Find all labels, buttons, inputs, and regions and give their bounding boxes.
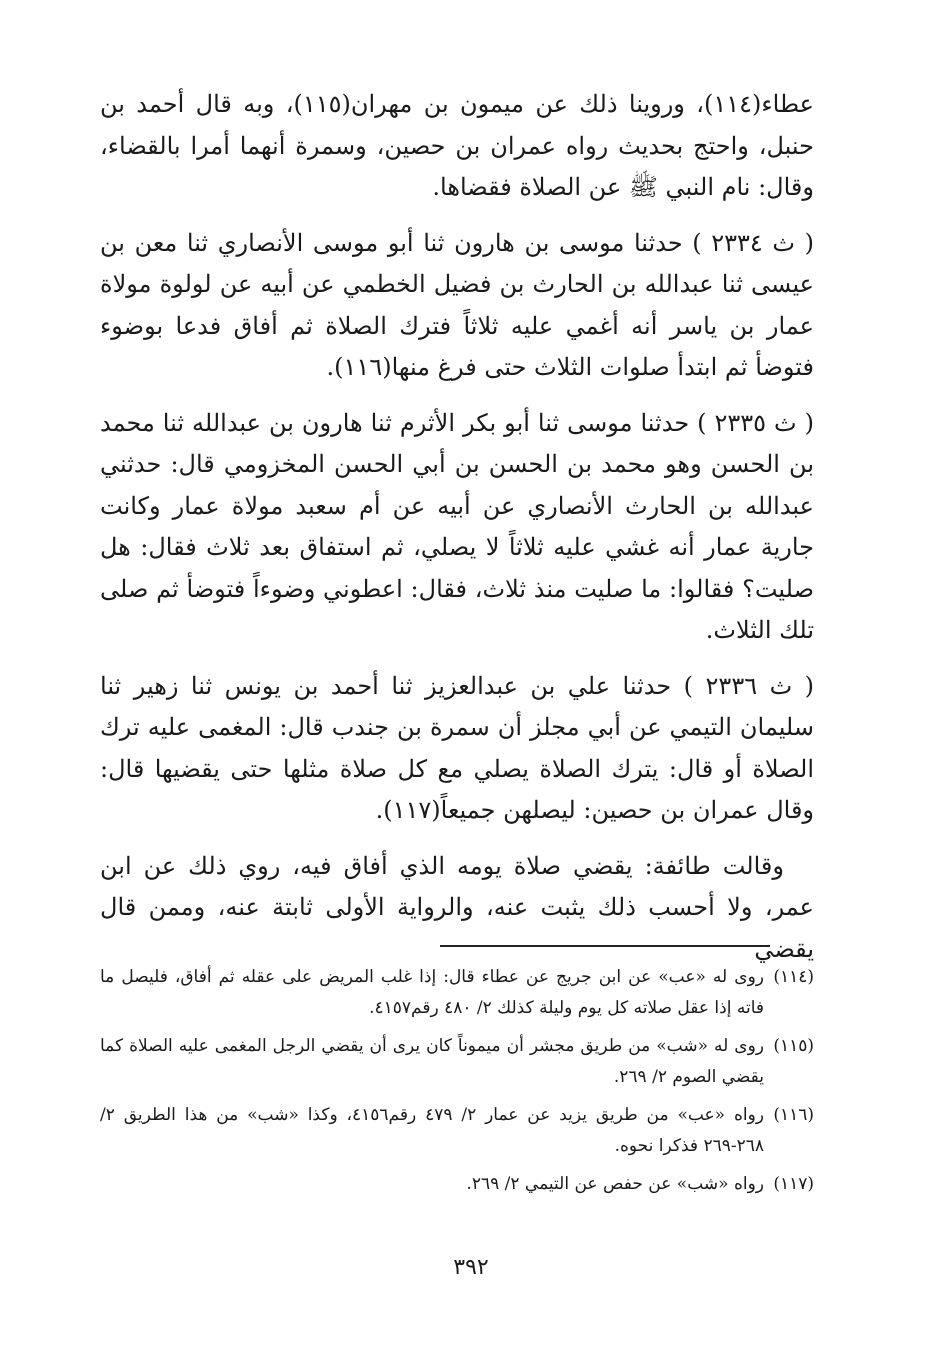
footnote-115 xyxy=(100,1031,814,1093)
footnote-text: رواه «شب» عن حفص عن التيمي ٢/ ٢٦٩. xyxy=(466,1174,764,1194)
footnote-number: (١١٥) xyxy=(773,1036,814,1056)
footnote-text: روى له «شب» من طريق مجشر أن ميموناً كان يرى أن يقضي الرجل المغمى عليه الصلاة كما يقضي الصوم ٢/ ٢٦٩. xyxy=(100,1036,764,1087)
footnote-number: (١١٦) xyxy=(773,1105,814,1125)
paragraph-5: وقالت طائفة: يقضي صلاة يومه الذي أفاق فيه، روي ذلك عن ابن عمر، ولا أحسب ذلك يثبت عنه، والرواية الأولى ثابتة عنه، وممن قال يقضي xyxy=(100,851,815,963)
footnote-text: روى له «عب» عن ابن جريج عن عطاء قال: إذا غلب المريض على عقله ثم أفاق، فليصل ما فاته إذا عقل صلاته كل يوم وليلة كذلك ٢/ ٤٨٠ رقم٤١٥٧. xyxy=(100,967,764,1018)
paragraph-4-hadith-2336: ( ث ٢٣٣٦ ) حدثنا علي بن عبدالعزيز ثنا أحمد بن يونس ثنا زهير ثنا سليمان التيمي عن أبي مجلز أن سمرة بن جندب قال: المغمى عليه ترك الصلاة أو قال: يترك الصلاة يصلي مع كل صلاة مثلها حتى يقضيها قال: وقال عمران بن حصين: ليصلهن جميعاً(١١٧). xyxy=(100,671,814,824)
footnote-number: (١١٤) xyxy=(773,967,814,987)
footnotes xyxy=(100,962,814,1207)
footnote-114 xyxy=(100,962,814,1024)
footnote-text: رواه «عب» من طريق يزيد عن عمار ٢/ ٤٧٩ رقم٤١٥٦، وكذا «شب» من هذا الطريق ٢/ ٢٦٨-٢٦٩ فذكرا نحوه. xyxy=(100,1105,764,1156)
footnote-number: (١١٧) xyxy=(773,1174,814,1194)
paragraph-2-hadith-2334: ( ث ٢٣٣٤ ) حدثنا موسى بن هارون ثنا أبو موسى الأنصاري ثنا معن بن عيسى ثنا عبدالله بن الحارث بن فضيل الخطمي عن أبيه عن لولوة مولاة عمار بن ياسر أنه أغمي عليه ثلاثاً فترك الصلاة ثم أفاق فدعا بوضوء فتوضأ ثم ابتدأ صلوات الثلاث حتى فرغ منها(١١٦). xyxy=(100,228,814,381)
main-text xyxy=(100,84,814,984)
footnote-separator xyxy=(440,945,770,947)
page-number: ٣٩٢ xyxy=(453,1255,489,1280)
paragraph-3-hadith-2335: ( ث ٢٣٣٥ ) حدثنا موسى ثنا أبو بكر الأثرم ثنا هارون بن عبدالله ثنا محمد بن الحسن وهو محمد بن الحسن بن أبي الحسن المخزومي قال: حدثني عبدالله بن الحارث الأنصاري عن أبيه عن أم سعبد مولاة عمار وكانت جارية عمار أنه غشي عليه ثلاثاً لا يصلي، ثم استفاق بعد ثلاث فقال: هل صليت؟ فقالوا: ما صليت منذ ثلاث، فقال: اعطوني وضوءاً فتوضأ ثم صلى تلك الثلاث. xyxy=(100,408,814,644)
footnote-116 xyxy=(100,1100,814,1162)
paragraph-1: عطاء(١١٤)، وروينا ذلك عن ميمون بن مهران(١١٥)، وبه قال أحمد بن حنبل، واحتج بحديث رواه عمران بن حصين، وسمرة أنهما أمرا بالقضاء، وقال: نام النبي ﷺ عن الصلاة فقضاها. xyxy=(100,90,814,201)
footnote-117 xyxy=(100,1169,814,1200)
